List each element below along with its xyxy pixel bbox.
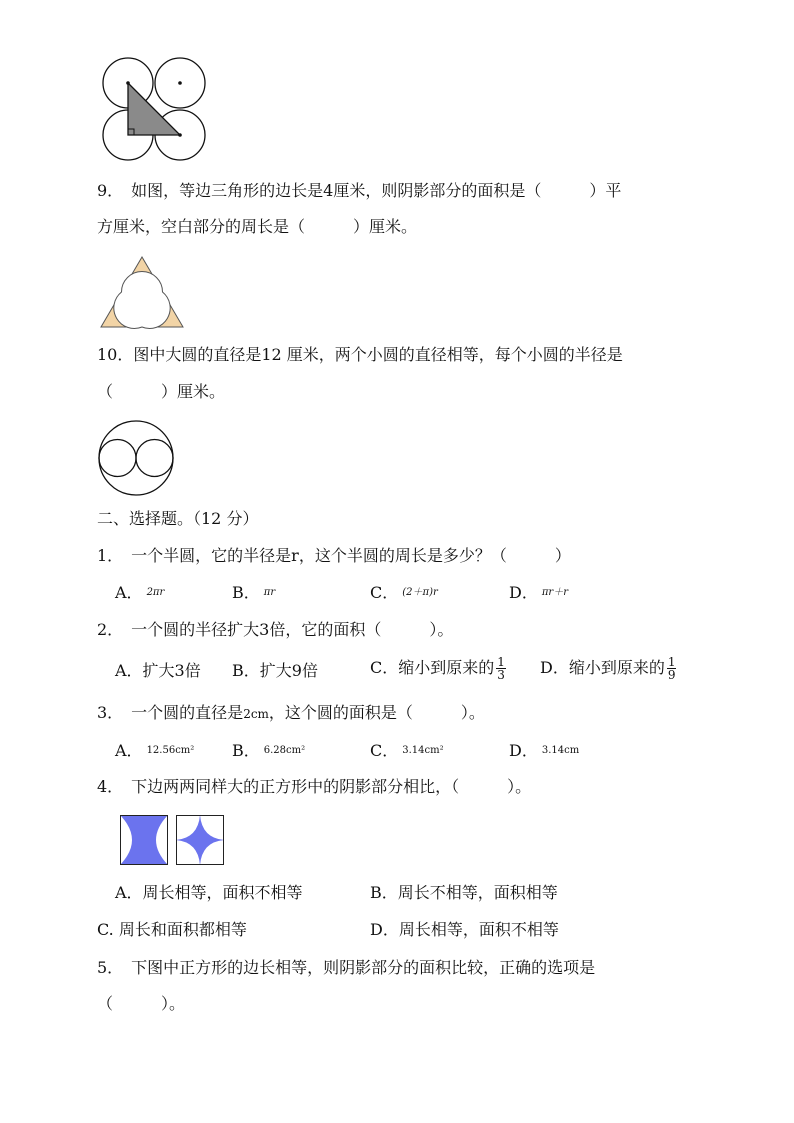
choice-q2-stem: 2． 一个圆的半径扩大3倍，它的面积（ ）。: [97, 620, 454, 639]
choice-q3-option-b[interactable]: B． 6.28cm²: [232, 741, 306, 760]
choice-q2-option-d[interactable]: D．缩小到原来的 $\frac{1}{9}$: [540, 655, 676, 682]
choice-q2-option-a[interactable]: A．扩大3倍: [115, 661, 201, 680]
question-9-line-1: 9． 如图，等边三角形的边长是4厘米，则阴影部分的面积是（ ）平: [97, 181, 622, 200]
question-10-line-2: （ ）厘米。: [97, 382, 226, 401]
choice-q2-option-c[interactable]: C．缩小到原来的 $\frac{1}{3}$: [370, 655, 505, 682]
section-heading-choice: 二、选择题。（12 分）: [97, 509, 259, 528]
choice-q1-option-c[interactable]: C． (2＋π)r: [370, 583, 438, 602]
question-10-line-1: 10．图中大圆的直径是12 厘米，两个小圆的直径相等，每个小圆的半径是: [97, 345, 623, 364]
fraction-one-third: $\frac{1}{3}$: [497, 655, 505, 682]
choice-q1-option-b[interactable]: B． πr: [232, 583, 276, 602]
choice-q1-option-a[interactable]: A． 2πr: [115, 583, 165, 602]
choice-q3-option-c[interactable]: C． 3.14cm²: [370, 741, 444, 760]
question-9-line-2: 方厘米，空白部分的周长是（ ）厘米。: [97, 217, 418, 236]
choice-q2-option-b[interactable]: B．扩大9倍: [232, 661, 318, 680]
choice-q4-option-b[interactable]: B．周长不相等，面积相等: [370, 883, 558, 902]
choice-q3-option-a[interactable]: A． 12.56cm²: [115, 741, 195, 760]
choice-q5-line-2: （ ）。: [97, 994, 186, 1013]
square-with-concave-shape-figure: [120, 815, 168, 865]
choice-q4-option-d[interactable]: D．周长相等，面积不相等: [370, 920, 559, 939]
choice-q4-option-c[interactable]: C. 周长和面积都相等: [97, 920, 247, 939]
choice-q1-option-d[interactable]: D． πr＋r: [509, 583, 568, 602]
circle-two-small-circles-figure: [96, 418, 176, 498]
fraction-one-ninth: $\frac{1}{9}$: [667, 655, 676, 682]
triangle-sectors-figure: [98, 254, 186, 332]
choice-q3-option-d[interactable]: D． 3.14cm: [509, 741, 580, 760]
choice-q1-stem: 1． 一个半圆，它的半径是r，这个半圆的周长是多少？（ ）: [97, 546, 571, 565]
choice-q3-stem: 3． 一个圆的直径是2cm，这个圆的面积是（ ）。: [97, 703, 485, 722]
four-circles-triangle-figure: [100, 56, 212, 164]
choice-q4-option-a[interactable]: A．周长相等，面积不相等: [115, 883, 303, 902]
square-with-four-point-star-figure: [176, 815, 224, 865]
choice-q5-line-1: 5． 下图中正方形的边长相等，则阴影部分的面积比较，正确的选项是: [97, 958, 596, 977]
choice-q4-stem: 4． 下边两两同样大的正方形中的阴影部分相比，（ ）。: [97, 777, 532, 796]
